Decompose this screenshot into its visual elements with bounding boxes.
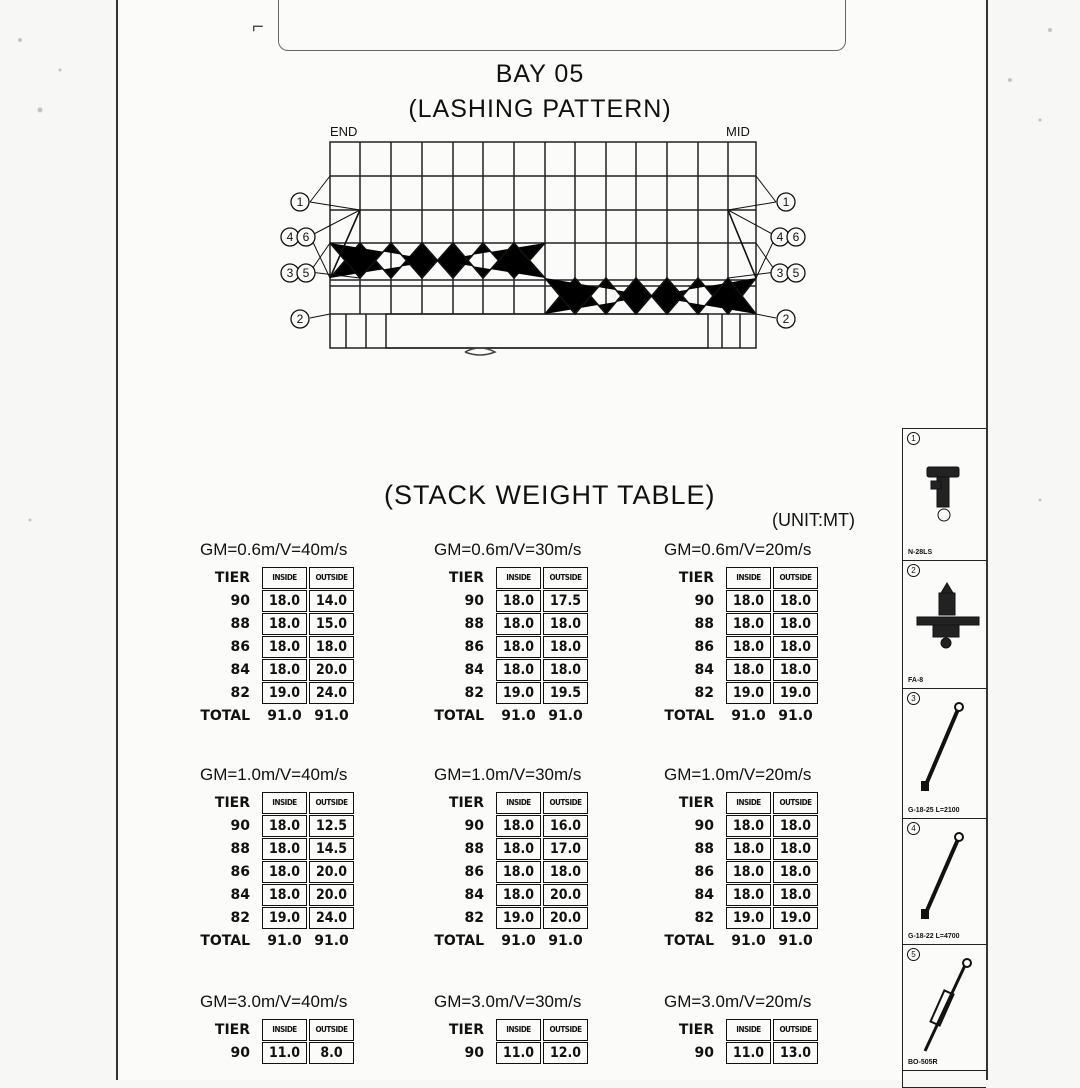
tier-label: 84 [694, 662, 714, 678]
svg-text:4: 4 [776, 230, 784, 244]
total-inside: 91.0 [731, 708, 766, 724]
svg-text:3: 3 [286, 266, 294, 280]
outside-weight-cell: 20.0 [309, 659, 354, 681]
tier-label: 86 [694, 639, 714, 655]
inside-weight-cell: 18.0 [262, 815, 307, 837]
legend-code: N-28LS [908, 549, 933, 556]
svg-text:2: 2 [782, 312, 790, 326]
total-outside: 91.0 [314, 708, 349, 724]
inside-weight-cell: 18.0 [496, 815, 541, 837]
tier-label: 90 [230, 1045, 250, 1061]
outside-weight-cell: 12.5 [309, 815, 354, 837]
end-label: END [330, 124, 358, 139]
inside-header: INSIDE [262, 792, 307, 814]
inside-weight-cell: 19.0 [496, 907, 541, 929]
total-label: TOTAL [200, 708, 250, 724]
svg-text:6: 6 [792, 230, 800, 244]
outside-weight-cell: 14.0 [309, 590, 354, 612]
lashing-rod-icon [911, 701, 971, 801]
gm-condition-label: GM=3.0m/V=30m/s [434, 992, 582, 1011]
outside-weight-cell: 24.0 [309, 907, 354, 929]
outside-header: OUTSIDE [543, 1019, 588, 1041]
tier-label: 88 [230, 841, 250, 857]
legend-number: 1 [907, 432, 920, 445]
inside-weight-cell: 18.0 [262, 861, 307, 883]
outside-weight-cell: 24.0 [309, 682, 354, 704]
tier-header: TIER [448, 570, 484, 586]
outside-weight-cell: 19.5 [543, 682, 588, 704]
inside-header: INSIDE [496, 792, 541, 814]
tier-label: 90 [694, 593, 714, 609]
tier-header: TIER [214, 1022, 250, 1038]
svg-text:5: 5 [302, 266, 310, 280]
outside-weight-cell: 16.0 [543, 815, 588, 837]
inside-weight-cell: 18.0 [496, 884, 541, 906]
inside-weight-cell: 18.0 [726, 590, 771, 612]
outside-weight-cell: 18.0 [773, 815, 818, 837]
tier-label: 86 [694, 864, 714, 880]
tier-label: 82 [230, 685, 250, 701]
outside-header: OUTSIDE [543, 567, 588, 589]
legend-item-5 [903, 945, 987, 1071]
outside-weight-cell: 18.0 [773, 838, 818, 860]
inside-header: INSIDE [262, 1019, 307, 1041]
svg-text:2: 2 [296, 312, 304, 326]
base-cone-icon [911, 573, 981, 673]
outside-weight-cell: 14.5 [309, 838, 354, 860]
lashing-rod-icon [911, 831, 971, 931]
unit-label: (UNIT:MT) [772, 510, 855, 530]
inside-weight-cell: 19.0 [726, 907, 771, 929]
tier-header: TIER [214, 570, 250, 586]
tier-label: 86 [464, 639, 484, 655]
svg-text:6: 6 [302, 230, 310, 244]
legend-item-4 [903, 819, 987, 945]
outside-weight-cell: 19.0 [773, 907, 818, 929]
outside-weight-cell: 20.0 [543, 884, 588, 906]
inside-weight-cell: 18.0 [726, 815, 771, 837]
stack-weight-title: (STACK WEIGHT TABLE) [384, 480, 716, 510]
outside-weight-cell: 18.0 [773, 659, 818, 681]
outside-weight-cell: 20.0 [543, 907, 588, 929]
svg-text:1: 1 [296, 195, 304, 209]
stack-weight-table [434, 992, 624, 1061]
outside-header: OUTSIDE [309, 792, 354, 814]
svg-text:4: 4 [286, 230, 294, 244]
outside-header: OUTSIDE [773, 567, 818, 589]
mid-label: MID [726, 124, 750, 139]
outside-weight-cell: 18.0 [773, 590, 818, 612]
inside-weight-cell: 19.0 [726, 682, 771, 704]
tier-label: 88 [230, 616, 250, 632]
inside-weight-cell: 18.0 [262, 590, 307, 612]
stack-weight-table [664, 765, 854, 949]
tier-label: 90 [464, 1045, 484, 1061]
outside-weight-cell: 18.0 [773, 884, 818, 906]
lashing-pattern-subtitle: (LASHING PATTERN) [408, 95, 672, 123]
total-inside: 91.0 [501, 933, 536, 949]
tier-label: 86 [230, 864, 250, 880]
gm-condition-label: GM=0.6m/V=40m/s [200, 540, 348, 559]
outside-weight-cell: 15.0 [309, 613, 354, 635]
inside-weight-cell: 18.0 [496, 590, 541, 612]
total-outside: 91.0 [778, 933, 813, 949]
stack-weight-table [200, 992, 390, 1061]
inside-weight-cell: 19.0 [262, 682, 307, 704]
tier-label: 88 [694, 841, 714, 857]
total-label: TOTAL [200, 933, 250, 949]
tier-label: 84 [694, 887, 714, 903]
tier-label: 84 [230, 887, 250, 903]
twistlock-icon [911, 441, 971, 541]
inside-weight-cell: 18.0 [262, 659, 307, 681]
stack-weight-table [434, 540, 624, 724]
tier-header: TIER [214, 795, 250, 811]
total-label: TOTAL [434, 708, 484, 724]
svg-text:3: 3 [776, 266, 784, 280]
tier-label: 86 [464, 864, 484, 880]
stack-weight-table [200, 540, 390, 724]
gm-condition-label: GM=1.0m/V=30m/s [434, 765, 582, 784]
inside-weight-cell: 11.0 [726, 1042, 771, 1064]
total-inside: 91.0 [501, 708, 536, 724]
inside-weight-cell: 18.0 [496, 861, 541, 883]
inside-weight-cell: 18.0 [496, 636, 541, 658]
inside-header: INSIDE [496, 1019, 541, 1041]
inside-weight-cell: 18.0 [496, 659, 541, 681]
lashing-pattern-diagram [270, 138, 830, 378]
total-label: TOTAL [434, 933, 484, 949]
legend-number: 4 [907, 822, 920, 835]
legend-code: G-18-22 L=4700 [908, 933, 960, 940]
inside-weight-cell: 19.0 [496, 682, 541, 704]
legend-number: 3 [907, 692, 920, 705]
inside-weight-cell: 11.0 [496, 1042, 541, 1064]
tier-label: 82 [694, 685, 714, 701]
gm-condition-label: GM=0.6m/V=20m/s [664, 540, 812, 559]
outside-weight-cell: 8.0 [309, 1042, 354, 1064]
gm-condition-label: GM=3.0m/V=40m/s [200, 992, 348, 1011]
outside-weight-cell: 18.0 [543, 613, 588, 635]
total-outside: 91.0 [314, 933, 349, 949]
inside-weight-cell: 18.0 [262, 838, 307, 860]
tier-header: TIER [678, 795, 714, 811]
inside-header: INSIDE [726, 792, 771, 814]
total-outside: 91.0 [778, 708, 813, 724]
tier-label: 82 [464, 910, 484, 926]
inside-weight-cell: 18.0 [262, 884, 307, 906]
stack-weight-table [664, 992, 854, 1061]
outside-weight-cell: 18.0 [773, 613, 818, 635]
total-outside: 91.0 [548, 933, 583, 949]
bay-title: BAY 05 [495, 60, 585, 88]
tier-label: 84 [464, 662, 484, 678]
total-label: TOTAL [664, 933, 714, 949]
outside-header: OUTSIDE [309, 567, 354, 589]
outside-weight-cell: 17.5 [543, 590, 588, 612]
legend-item-3 [903, 689, 987, 819]
tier-label: 90 [230, 593, 250, 609]
inside-weight-cell: 18.0 [726, 861, 771, 883]
inside-header: INSIDE [262, 567, 307, 589]
turnbuckle-icon [911, 957, 975, 1057]
gm-condition-label: GM=3.0m/V=20m/s [664, 992, 812, 1011]
inside-weight-cell: 18.0 [726, 636, 771, 658]
svg-text:1: 1 [782, 195, 790, 209]
legend-number: 5 [907, 948, 920, 961]
outside-weight-cell: 20.0 [309, 884, 354, 906]
legend-code: G-18-25 L=2100 [908, 807, 960, 814]
inside-weight-cell: 19.0 [262, 907, 307, 929]
tier-label: 84 [464, 887, 484, 903]
tier-label: 90 [694, 1045, 714, 1061]
outside-weight-cell: 19.0 [773, 682, 818, 704]
inside-header: INSIDE [726, 1019, 771, 1041]
stack-weight-table [434, 765, 624, 949]
legend-code: BO-505R [908, 1059, 938, 1066]
tier-header: TIER [678, 1022, 714, 1038]
outside-weight-cell: 18.0 [773, 636, 818, 658]
inside-weight-cell: 18.0 [726, 613, 771, 635]
tier-label: 82 [464, 685, 484, 701]
inside-weight-cell: 11.0 [262, 1042, 307, 1064]
inside-weight-cell: 18.0 [726, 659, 771, 681]
outside-weight-cell: 18.0 [543, 659, 588, 681]
stack-weight-table [200, 765, 390, 949]
legend-item-2 [903, 561, 987, 689]
gm-condition-label: GM=0.6m/V=30m/s [434, 540, 582, 559]
gm-condition-label: GM=1.0m/V=40m/s [200, 765, 348, 784]
tier-label: 86 [230, 639, 250, 655]
tier-label: 88 [694, 616, 714, 632]
outside-header: OUTSIDE [773, 792, 818, 814]
tier-header: TIER [448, 795, 484, 811]
outside-weight-cell: 20.0 [309, 861, 354, 883]
tier-label: 90 [230, 818, 250, 834]
tier-label: 90 [464, 818, 484, 834]
total-label: TOTAL [664, 708, 714, 724]
tier-label: 90 [694, 818, 714, 834]
tier-header: TIER [448, 1022, 484, 1038]
outside-weight-cell: 18.0 [773, 861, 818, 883]
tier-label: 84 [230, 662, 250, 678]
svg-text:5: 5 [792, 266, 800, 280]
inside-header: INSIDE [496, 567, 541, 589]
inside-weight-cell: 18.0 [726, 884, 771, 906]
tier-label: 82 [230, 910, 250, 926]
outside-weight-cell: 13.0 [773, 1042, 818, 1064]
outside-weight-cell: 17.0 [543, 838, 588, 860]
tier-label: 90 [464, 593, 484, 609]
outside-header: OUTSIDE [309, 1019, 354, 1041]
total-inside: 91.0 [731, 933, 766, 949]
inside-weight-cell: 18.0 [262, 613, 307, 635]
inside-weight-cell: 18.0 [496, 838, 541, 860]
outside-weight-cell: 12.0 [543, 1042, 588, 1064]
outside-header: OUTSIDE [543, 792, 588, 814]
title-tab-frame [278, 0, 846, 51]
inside-weight-cell: 18.0 [726, 838, 771, 860]
tier-label: 88 [464, 841, 484, 857]
outside-weight-cell: 18.0 [543, 861, 588, 883]
outside-weight-cell: 18.0 [543, 636, 588, 658]
inside-weight-cell: 18.0 [496, 613, 541, 635]
inside-weight-cell: 18.0 [262, 636, 307, 658]
legend-item-1 [903, 429, 987, 561]
lashing-equipment-legend [902, 428, 986, 1088]
stack-weight-table [664, 540, 854, 724]
inside-header: INSIDE [726, 567, 771, 589]
total-inside: 91.0 [267, 933, 302, 949]
tier-header: TIER [678, 570, 714, 586]
outside-header: OUTSIDE [773, 1019, 818, 1041]
tier-label: 88 [464, 616, 484, 632]
legend-code: FA-8 [908, 677, 924, 684]
outside-weight-cell: 18.0 [309, 636, 354, 658]
corner-mark: ⌐ [252, 16, 264, 38]
legend-number: 2 [907, 564, 920, 577]
total-outside: 91.0 [548, 708, 583, 724]
gm-condition-label: GM=1.0m/V=20m/s [664, 765, 812, 784]
total-inside: 91.0 [267, 708, 302, 724]
tier-label: 82 [694, 910, 714, 926]
